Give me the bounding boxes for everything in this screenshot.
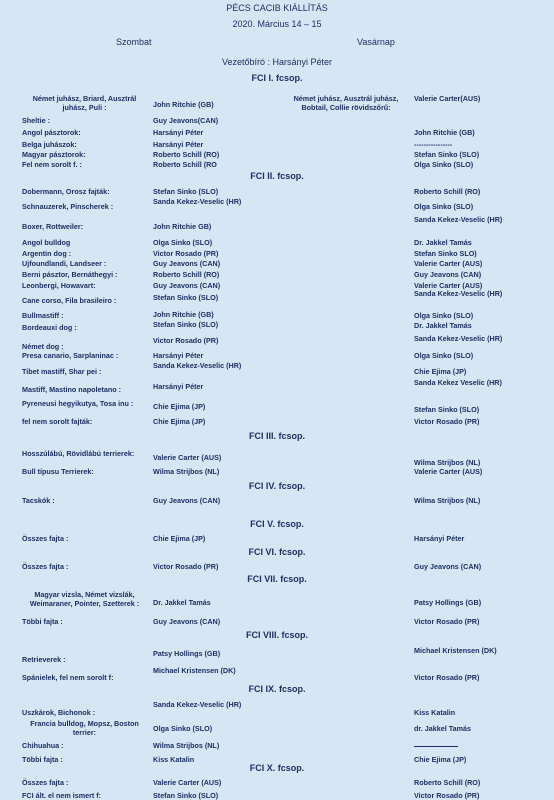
breed-cell: FCI ált. el nem ismert f: xyxy=(22,791,102,800)
breed-cell: Hosszúlábú, Rövidlábú terrierek: xyxy=(22,449,135,458)
sunday-judge: Valerie Carter (AUS) xyxy=(414,281,483,290)
sunday-judge: Guy Jeavons (CAN) xyxy=(414,270,482,279)
group-heading: FCI VI. fcsop. xyxy=(248,547,306,557)
saturday-judge: Kiss Katalin xyxy=(153,755,195,764)
sunday-judge: Dr. Jakkel Tamás xyxy=(414,238,472,247)
sunday-judge: Roberto Schill (RO) xyxy=(414,778,481,787)
sunday-judge: Victor Rosado (PR) xyxy=(414,673,480,682)
breed-cell: Összes fajta : xyxy=(22,562,69,571)
saturday-judge: Guy Jeavons (CAN) xyxy=(153,617,221,626)
breed-cell: Tacskók : xyxy=(22,496,55,505)
group-heading: FCI V. fcsop. xyxy=(250,519,304,529)
sunday-judge: Olga Sinko (SLO) xyxy=(414,351,474,360)
saturday-judge: Chie Ejima (JP) xyxy=(153,417,206,426)
saturday-judge: Wilma Strijbos (NL) xyxy=(153,741,220,750)
sunday-judge: Valerie Carter (AUS) xyxy=(414,259,483,268)
sunday-judge: Valerie Carter (AUS) xyxy=(414,467,483,476)
sunday-judge: Victor Rosado (PR) xyxy=(414,791,480,800)
group-heading: FCI III. fcsop. xyxy=(248,431,305,441)
sunday-judge: Kiss Katalin xyxy=(414,708,456,717)
blank-line xyxy=(414,746,458,747)
breed-cell: Ujfoundlandi, Landseer : xyxy=(22,259,107,268)
sunday-judge: Guy Jeavons (CAN) xyxy=(414,562,482,571)
breed-cell: Dobermann, Orosz fajták: xyxy=(22,187,110,196)
sunday-judge: Michael Kristensen (DK) xyxy=(414,646,497,655)
breed-cell: Többi fajta : xyxy=(22,617,63,626)
saturday-judge: Stefan Sinko (SLO) xyxy=(153,187,219,196)
sunday-judge: Harsányi Péter xyxy=(414,534,465,543)
saturday-judge: John Ritchie GB) xyxy=(153,222,212,231)
saturday-judge: Victor Rosado (PR) xyxy=(153,562,219,571)
group-heading: FCI IX. fcsop. xyxy=(248,684,306,694)
sunday-judge: Victor Rosado (PR) xyxy=(414,617,480,626)
saturday-judge: Roberto Schill (RO) xyxy=(153,270,220,279)
sunday-judge: Wilma Strijbos (NL) xyxy=(414,496,481,505)
group-heading: FCI I. fcsop. xyxy=(251,73,303,83)
sunday-judge: Wilma Strijbos (NL) xyxy=(414,458,481,467)
sunday-judge: Sanda Kekez-Veselic (HR) xyxy=(414,215,503,224)
day-saturday: Szombat xyxy=(116,37,152,47)
saturday-judge: Michael Kristensen (DK) xyxy=(153,666,236,675)
sunday-judge: Olga Sinko (SLO) xyxy=(414,311,474,320)
saturday-judge: Guy Jeavons (CAN) xyxy=(153,281,221,290)
saturday-judge: Dr. Jakkel Tamás xyxy=(153,598,211,607)
breed-cell: Presa canario, Sarplaninac : xyxy=(22,351,119,360)
saturday-judge: Chie Ejima (JP) xyxy=(153,402,206,411)
breed-cell: fel nem sorolt fajták: xyxy=(22,417,93,426)
saturday-judge: Stefan Sinko (SLO) xyxy=(153,293,219,302)
breed-cell: Összes fajta : xyxy=(22,778,69,787)
saturday-judge: Stefan Sinko (SLO) xyxy=(153,320,219,329)
saturday-judge: Valerie Carter (AUS) xyxy=(153,453,222,462)
breed-cell: Angol bulldog xyxy=(22,238,71,247)
sunday-judge: Chie Ejima (JP) xyxy=(414,367,467,376)
saturday-judge: Victor Rosado (PR) xyxy=(153,336,219,345)
breed-cell: Német juhász, Briard, Ausztrál juhász, Puli : xyxy=(32,94,137,112)
saturday-judge: Guy Jeavons (CAN) xyxy=(153,259,221,268)
breed-cell: Angol pásztorok: xyxy=(22,128,81,137)
breed-cell: Magyar pásztorok: xyxy=(22,150,86,159)
saturday-judge: Guy Jeavons(CAN) xyxy=(153,116,219,125)
sunday-judge: Valerie Carter(AUS) xyxy=(414,94,481,103)
show-date: 2020. Március 14 – 15 xyxy=(232,19,322,29)
group-heading: FCI VIII. fcsop. xyxy=(245,630,308,640)
saturday-judge: Stefan Sinko (SLO) xyxy=(153,791,219,800)
breed-cell: Schnauzerek, Pinscherek : xyxy=(22,202,114,211)
saturday-judge: Victor Rosado (PR) xyxy=(153,249,219,258)
saturday-judge: Harsányi Péter xyxy=(153,128,204,137)
saturday-judge: Patsy Hollings (GB) xyxy=(153,649,221,658)
saturday-judge: John Ritchie (GB) xyxy=(153,100,214,109)
document-title: PÉCS CACIB KIÁLLÍTÁS xyxy=(226,3,328,13)
breed-cell: Spánielek, fel nem sorolt f: xyxy=(22,673,114,682)
group-heading: FCI II. fcsop. xyxy=(250,171,304,181)
saturday-judge: Sanda Kekez-Veselic (HR) xyxy=(153,361,242,370)
breed-cell: Bordeauxi dog : xyxy=(22,323,77,332)
breed-cell: Cane corso, Fila brasileiro : xyxy=(22,296,117,305)
saturday-judge: Chie Ejima (JP) xyxy=(153,534,206,543)
breed-cell: Retrieverek : xyxy=(22,655,66,664)
breed-cell: Mastiff, Mastino napoletano : xyxy=(22,385,122,394)
saturday-judge: Roberto Schill (RO) xyxy=(153,150,220,159)
head-judge: Vezetőbíró : Harsányi Péter xyxy=(221,57,333,67)
saturday-judge: Sanda Kekez-Veselic (HR) xyxy=(153,700,242,709)
saturday-judge: Harsányi Péter xyxy=(153,382,204,391)
saturday-judge: Valerie Carter (AUS) xyxy=(153,778,222,787)
breed-cell: Bull típusu Terrierek: xyxy=(22,467,94,476)
breed-cell: Uszkárok, Bichonok : xyxy=(22,708,96,717)
sunday-judge: Dr. Jakkel Tamás xyxy=(414,321,472,330)
saturday-judge: Sanda Kekez-Veselic (HR) xyxy=(153,197,242,206)
sunday-breed-cell: Német juhász, Ausztrál juhász, Bobtail, Collie rövidszőrű: xyxy=(293,94,399,112)
sunday-judge: Olga Sinko (SLO) xyxy=(414,160,474,169)
breed-cell: Leonbergi, Howavart: xyxy=(22,281,96,290)
sunday-judge: dr. Jakkel Tamás xyxy=(414,724,472,733)
group-heading: FCI IV. fcsop. xyxy=(248,481,306,491)
group-heading: FCI X. fcsop. xyxy=(249,763,305,773)
breed-cell: Bullmastiff : xyxy=(22,311,64,320)
breed-cell: Fel nem sorolt f. : xyxy=(22,160,82,169)
saturday-judge: Roberto Schill (RO xyxy=(153,160,217,169)
breed-cell: Sheltie : xyxy=(22,116,50,125)
breed-cell: Pyreneusi hegyikutya, Tosa inu : xyxy=(22,399,134,408)
sunday-judge: Stefan Sinko SLO) xyxy=(414,249,477,258)
saturday-judge: Harsányi Péter xyxy=(153,351,204,360)
breed-cell: Német dog : xyxy=(22,342,64,351)
sunday-judge: ---------------- xyxy=(414,140,453,149)
sunday-judge: Chie Ejima (JP) xyxy=(414,755,467,764)
breed-cell: Magyar vizsla, Német vizslák, Weimaraner, Pointer, Szetterek : xyxy=(29,590,140,608)
breed-cell: Boxer, Rottweiler: xyxy=(22,222,84,231)
breed-cell: Berni pásztor, Bernáthegyi : xyxy=(22,270,118,279)
sunday-judge: Stefan Sinko (SLO) xyxy=(414,150,480,159)
sunday-judge: Sanda Kekez-Veselic (HR) xyxy=(414,334,503,343)
saturday-judge: Wilma Strijbos (NL) xyxy=(153,467,220,476)
breed-cell: Tibet mastiff, Shar pei : xyxy=(22,367,102,376)
sunday-judge: Sanda Kekez-Veselic (HR) xyxy=(414,289,503,298)
sunday-judge: John Ritchie (GB) xyxy=(414,128,475,137)
breed-cell: Belga juhászok: xyxy=(22,140,77,149)
breed-cell: Összes fajta : xyxy=(22,534,69,543)
saturday-judge: Olga Sinko (SLO) xyxy=(153,238,213,247)
sunday-judge: Olga Sinko (SLO) xyxy=(414,202,474,211)
breed-cell: Francia bulldog, Mopsz, Boston terrier: xyxy=(30,719,139,737)
day-sunday: Vasárnap xyxy=(357,37,395,47)
sunday-judge: Roberto Schill (RO) xyxy=(414,187,481,196)
saturday-judge: Harsányi Péter xyxy=(153,140,204,149)
breed-cell: Chihuahua : xyxy=(22,741,64,750)
sunday-judge: Stefan Sinko (SLO) xyxy=(414,405,480,414)
breed-cell: Argentin dog : xyxy=(22,249,72,258)
saturday-judge: Olga Sinko (SLO) xyxy=(153,724,213,733)
sunday-judge: Sanda Kekez Veselic (HR) xyxy=(414,378,502,387)
saturday-judge: John Ritchie (GB) xyxy=(153,310,214,319)
sunday-judge: Patsy Hollings (GB) xyxy=(414,598,482,607)
saturday-judge: Guy Jeavons (CAN) xyxy=(153,496,221,505)
sunday-judge: Victor Rosado (PR) xyxy=(414,417,480,426)
breed-cell: Többi fajta : xyxy=(22,755,63,764)
group-heading: FCI VII. fcsop. xyxy=(247,574,307,584)
